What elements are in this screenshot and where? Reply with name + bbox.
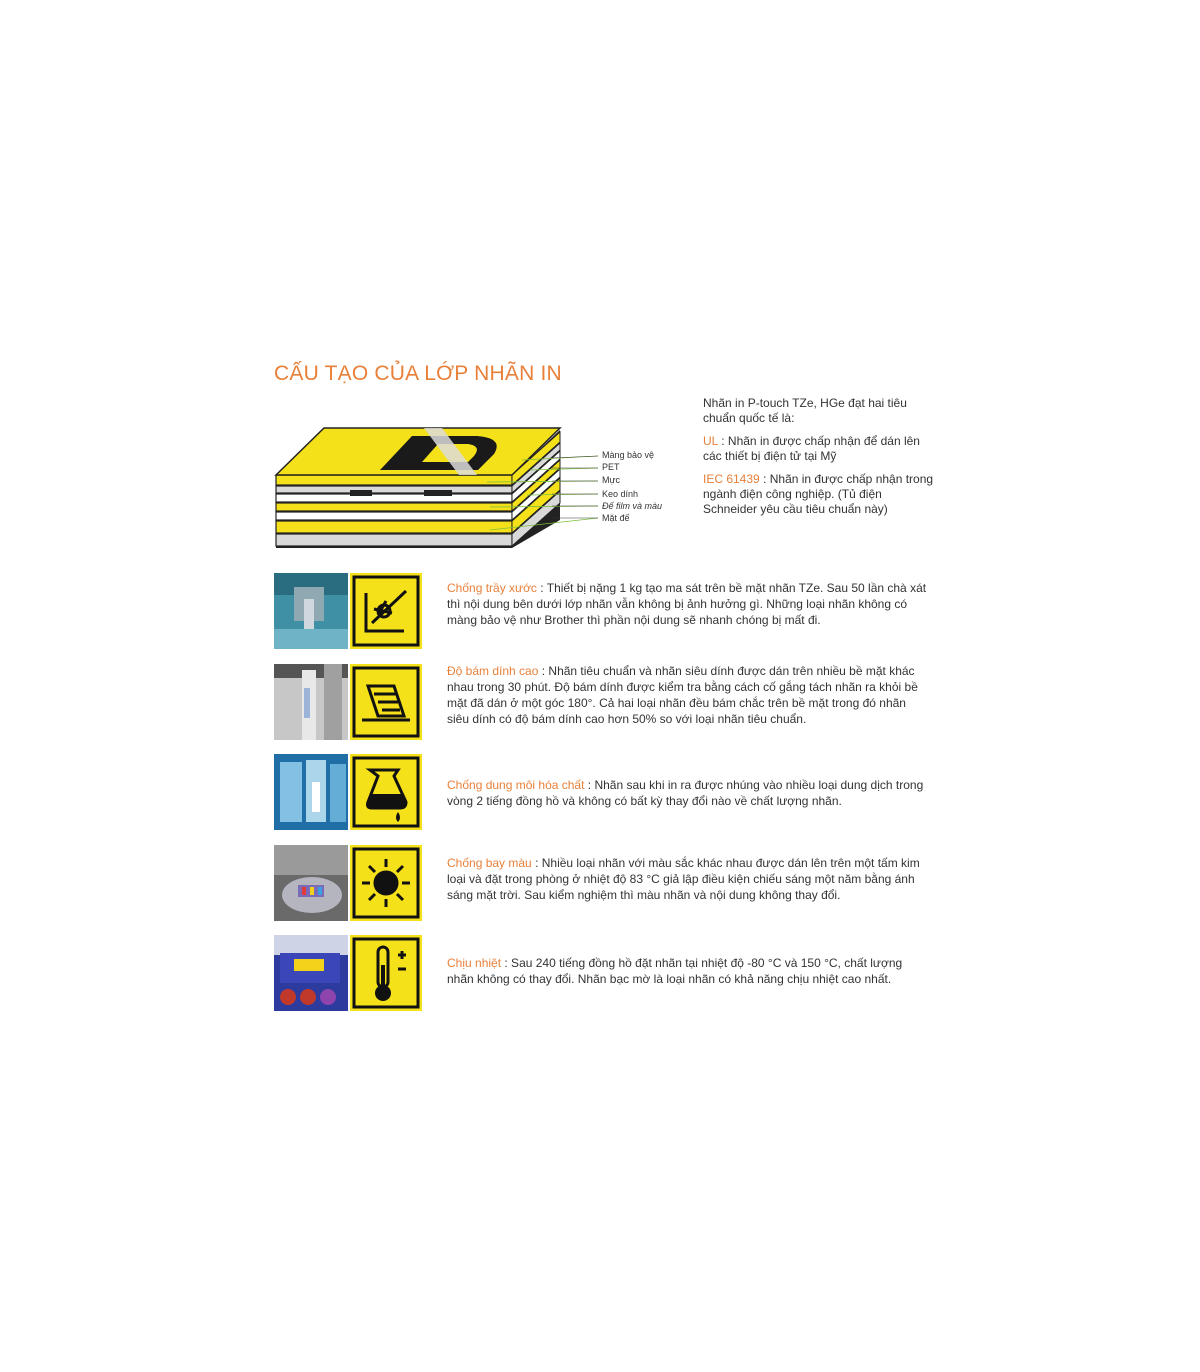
ul-label: UL [703, 434, 718, 448]
feature-description [447, 855, 927, 903]
feature-chemical-resistance [274, 754, 934, 830]
feature-description [447, 663, 927, 727]
standards-intro: Nhãn in P-touch TZe, HGe đạt hai tiêu chuẩn quốc tế là: [703, 396, 907, 425]
heat-thumbnails [274, 935, 422, 1011]
layer-label-protective-film: Màng bảo vệ [602, 450, 655, 460]
feature-label: Độ bám dính cao [447, 664, 539, 678]
layer-label-base-film: Đế film và màu [602, 501, 663, 511]
chemical-thumbnails [274, 754, 422, 830]
layer-label-backing: Mặt đế [602, 513, 630, 523]
feature-label: Chống bay màu [447, 856, 532, 870]
standard-ul [703, 434, 935, 464]
feature-text: : Nhiều loại nhãn với màu sắc khác nhau được dán lên trên một tấm kim loại và đặt trong phòng ở nhiệt độ 83 °C giả lập điều kiện chiếu sáng một năm bằng ánh sáng mặt trời. Sau kiểm nghiệm thì màu nhãn và nội dung không thay đổi. [447, 856, 920, 902]
iec-label: IEC 61439 [703, 472, 760, 486]
standards-info [703, 396, 935, 525]
feature-text: : Nhãn tiêu chuẩn và nhãn siêu dính được dán trên nhiều bề mặt khác nhau trong 30 phút. Độ bám dính được kiểm tra bằng cách cố gắng tách nhãn ra khỏi bề mặt đã dán ở một góc 180°. Cả hai loại nhãn đều bám chắc trên bề mặt trong đó nhãn siêu dính có độ bám dính cao hơn 50% so với loại nhãn tiêu chuẩn. [447, 664, 918, 726]
feature-text: : Sau 240 tiếng đồng hồ đặt nhãn tại nhiệt độ -80 °C và 150 °C, chất lượng nhãn không có thay đổi. Nhãn bạc mờ là loại nhãn có khả năng chịu nhiệt cao nhất. [447, 956, 903, 986]
feature-fade-resistance [274, 845, 934, 921]
feature-label: Chịu nhiệt [447, 956, 502, 970]
sun-icon [362, 859, 410, 907]
feature-text: : Nhãn sau khi in ra được nhúng vào nhiều loại dung dịch trong vòng 2 tiếng đồng hồ và không có bất kỳ thay đổi nào về chất lượng nhãn. [447, 778, 924, 808]
fade-thumbnails [274, 845, 422, 921]
ul-text: : Nhãn in được chấp nhận để dán lên các thiết bị điện tử tại Mỹ [703, 434, 920, 463]
feature-scratch-resistance [274, 573, 934, 649]
standard-iec [703, 472, 935, 517]
feature-heat-resistance [274, 935, 934, 1011]
label-layer-diagram [272, 420, 692, 555]
adhesion-thumbnails [274, 664, 422, 740]
feature-label: Chống dung môi hóa chất [447, 778, 585, 792]
page-title: CẤU TẠO CỦA LỚP NHÃN IN [274, 362, 562, 385]
scratch-thumbnails [274, 573, 422, 649]
feature-label: Chống trầy xước [447, 581, 537, 595]
feature-text: : Thiết bị nặng 1 kg tạo ma sát trên bề mặt nhãn TZe. Sau 50 lần chà xát thì nội dung bên dưới lớp nhãn vẫn không bị ảnh hưởng gì. Những loại nhãn không có màng bảo vệ như Brother thì phần nội dung sẽ nhanh chóng bị mất đi. [447, 581, 927, 627]
layer-label-ink: Mực [602, 475, 621, 485]
feature-description [447, 580, 927, 628]
feature-high-adhesion [274, 664, 934, 740]
feature-description [447, 777, 927, 809]
feature-description [447, 955, 927, 987]
layer-label-pet: PET [602, 462, 620, 472]
layer-label-adhesive: Keo dính [602, 489, 639, 499]
iec-text: : Nhãn in được chấp nhận trong ngành điện công nghiệp. (Tủ điện Schneider yêu cầu tiêu chuẩn này) [703, 472, 934, 516]
